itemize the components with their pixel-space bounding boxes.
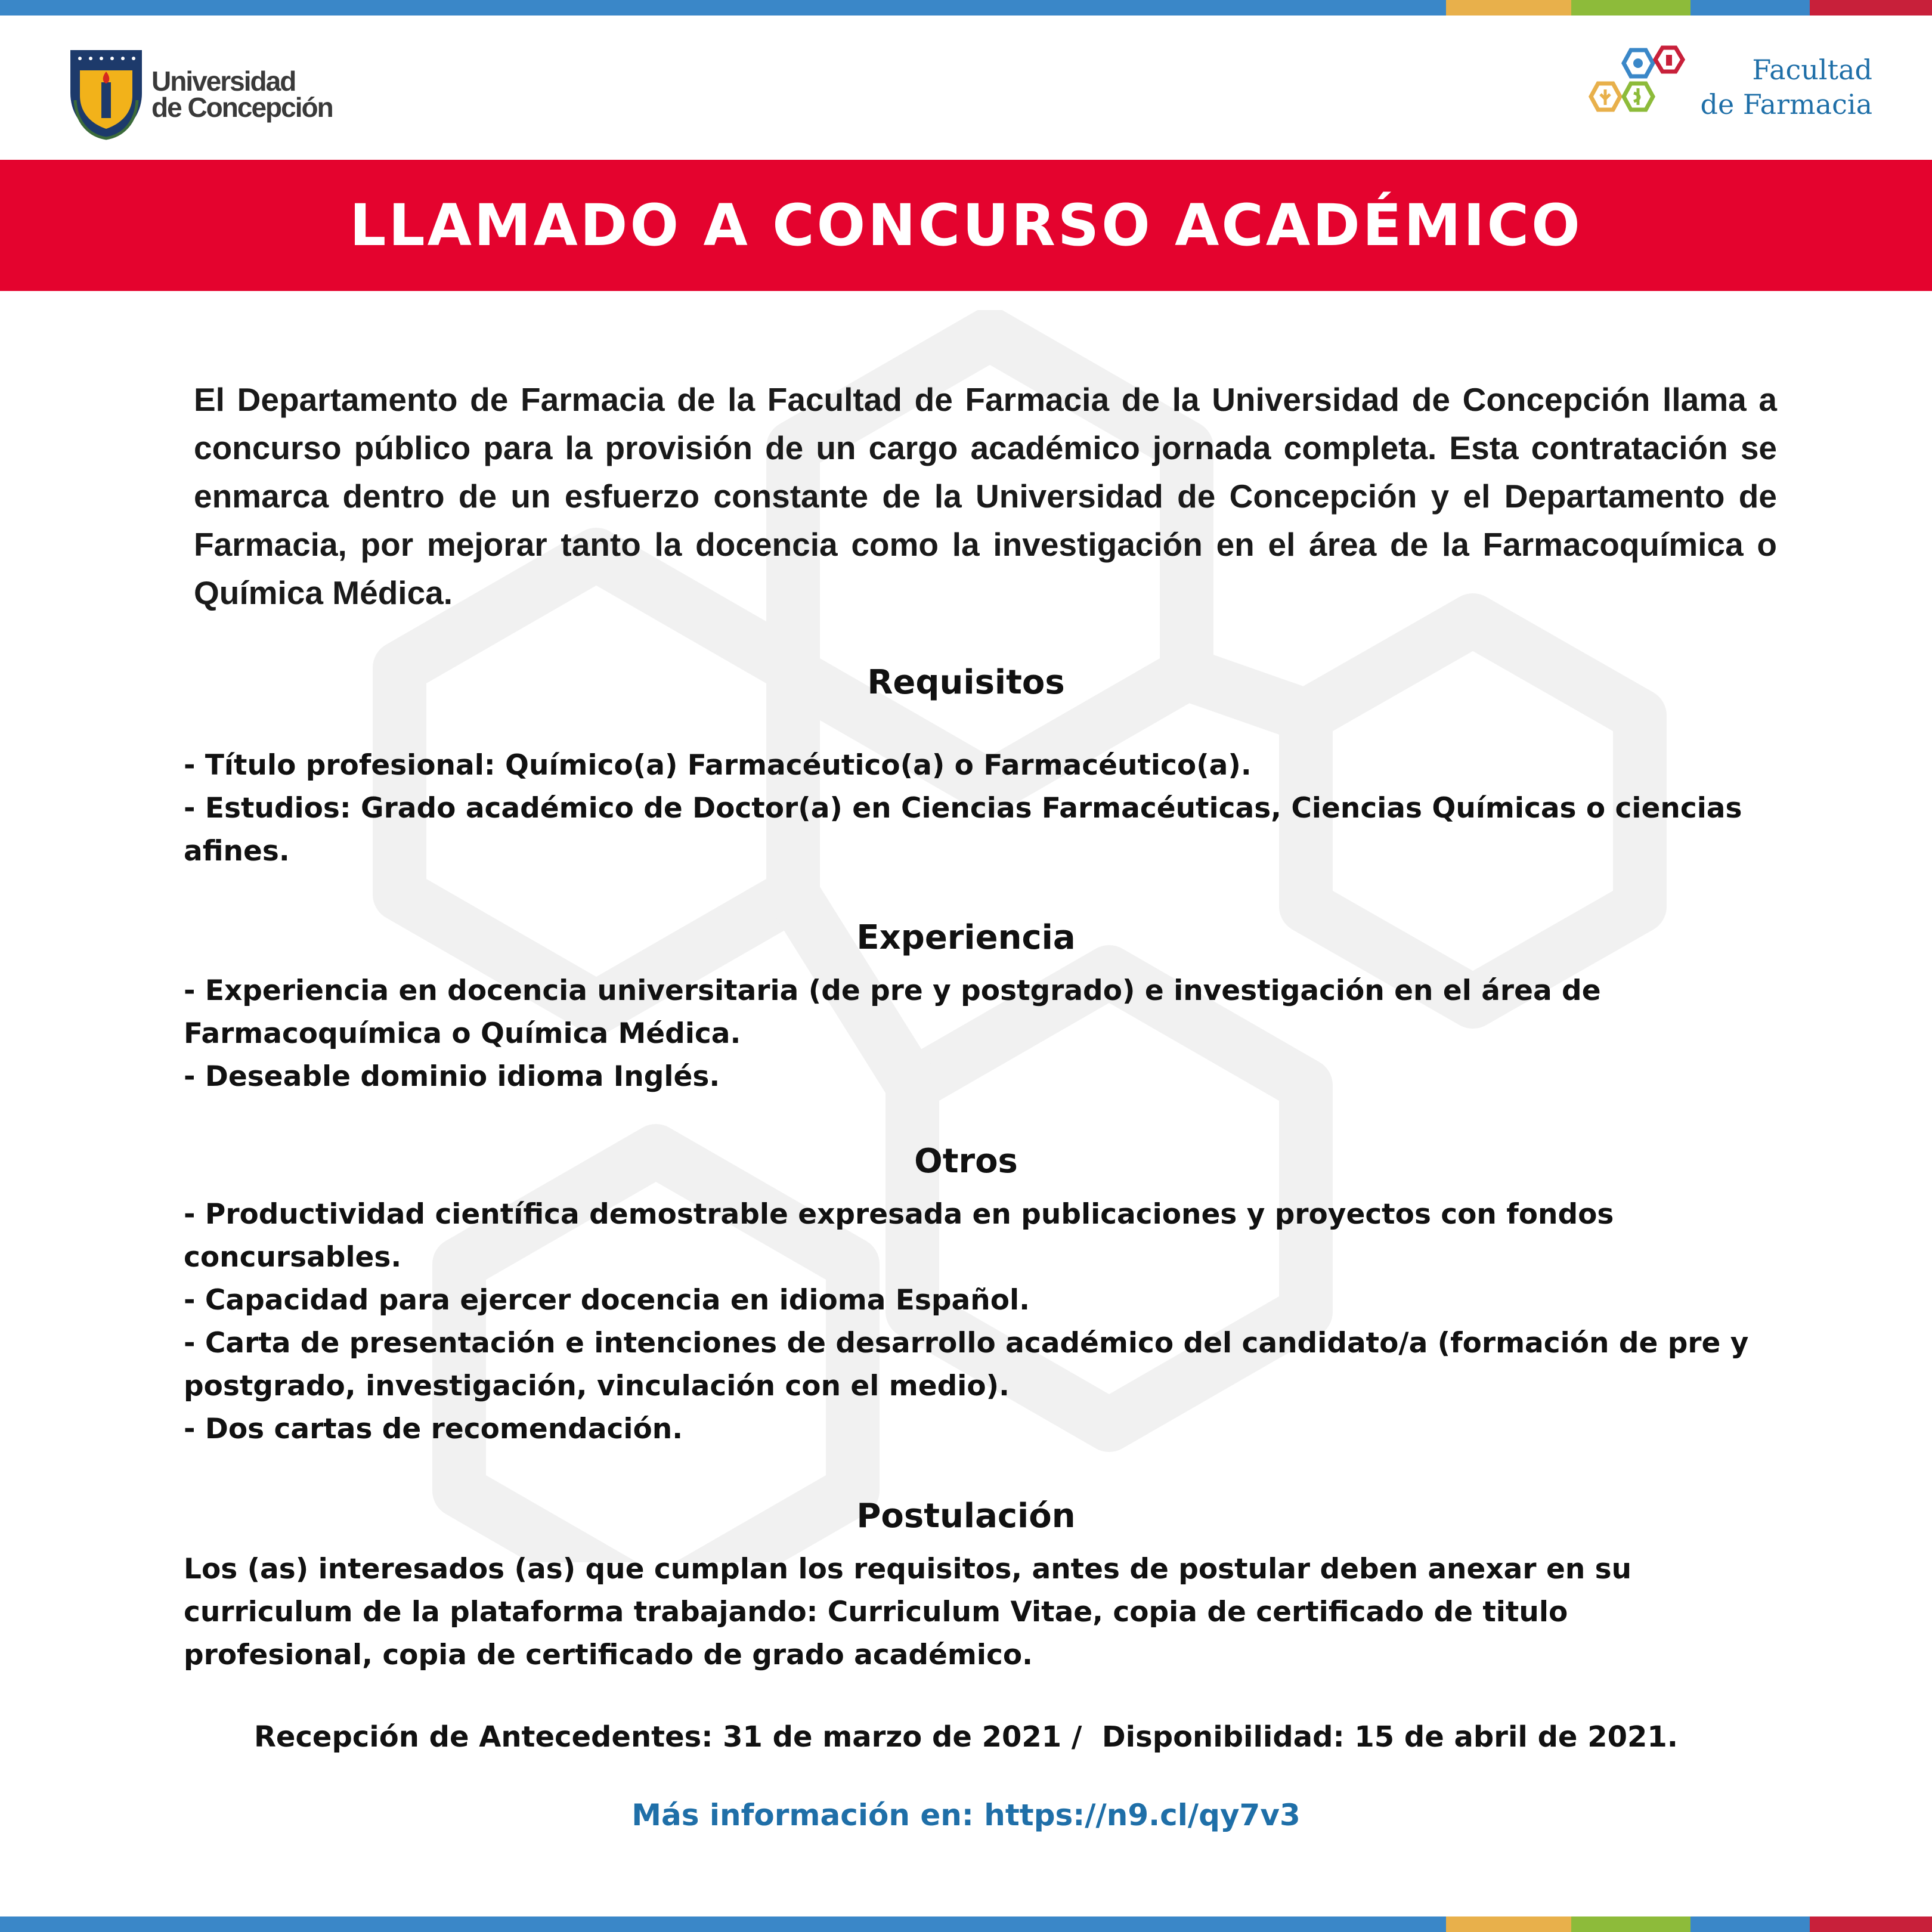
- university-name-line1: Universidad: [151, 66, 296, 97]
- bottom-color-bar: [0, 1916, 1932, 1932]
- banner-title: LLAMADO A CONCURSO ACADÉMICO: [349, 192, 1583, 259]
- section-body-experiencia: [184, 970, 1758, 1098]
- bar-segment-green: [1571, 1916, 1690, 1932]
- intro-paragraph: El Departamento de Farmacia de la Facultad de Farmacia de la Universidad de Concepción llama a concurso público para la provisión de un cargo académico jornada completa. Esta contratación se enmarca dentro de un esfuerzo constante de la Universidad de Concepción y el Departamento de Farmacia, por mejorar tanto la docencia como la investigación en el área de la Farmacoquímica o Química Médica.: [194, 381, 1777, 611]
- bar-segment-blue-2: [1690, 1916, 1810, 1932]
- bar-segment-blue: [0, 1916, 1446, 1932]
- list-item: - Dos cartas de recomendación.: [184, 1413, 683, 1445]
- section-title-otros: Otros: [914, 1142, 1018, 1181]
- section-body-requisitos: [184, 744, 1758, 873]
- section-title-postulacion: Postulación: [856, 1497, 1076, 1535]
- dates-line: Recepción de Antecedentes: 31 de marzo de 2021 / Disponibilidad: 15 de abril de 2021.: [253, 1720, 1679, 1754]
- more-info-link[interactable]: Más información en: https://n9.cl/qy7v3: [631, 1798, 1301, 1832]
- section-body-otros: [184, 1193, 1758, 1451]
- list-item: - Capacidad para ejercer docencia en idioma Español.: [184, 1284, 1030, 1317]
- list-item: - Carta de presentación e intenciones de desarrollo académico del candidato/a (formación de pre y postgrado, investigación, vinculación con el medio).: [184, 1327, 1749, 1402]
- section-title-experiencia: Experiencia: [856, 918, 1076, 957]
- list-item: - Experiencia en docencia universitaria (de pre y postgrado) e investigación en el área de Farmacoquímica o Química Médica.: [184, 974, 1601, 1050]
- faculty-name-line2: de Farmacia: [1700, 88, 1872, 120]
- list-item: - Título profesional: Químico(a) Farmacéutico(a) o Farmacéutico(a).: [184, 749, 1252, 782]
- list-item: - Deseable dominio idioma Inglés.: [184, 1060, 720, 1093]
- university-name-line2: de Concepción: [151, 92, 333, 123]
- faculty-name-line1: Facultad: [1752, 54, 1872, 86]
- section-body-postulacion: Los (as) interesados (as) que cumplan los requisitos, antes de postular deben anexar en su curriculum de la plataforma trabajando: Curriculum Vitae, copia de certificado de titulo profesional, copia de certificado de grado académico.: [184, 1553, 1632, 1671]
- list-item: - Productividad científica demostrable expresada en publicaciones y proyectos con fondos concursables.: [184, 1198, 1614, 1274]
- section-title-requisitos: Requisitos: [867, 663, 1065, 702]
- bar-segment-red: [1810, 1916, 1932, 1932]
- list-item: - Estudios: Grado académico de Doctor(a) en Ciencias Farmacéuticas, Ciencias Químicas o ciencias afines.: [184, 792, 1742, 868]
- bar-segment-yellow: [1446, 1916, 1571, 1932]
